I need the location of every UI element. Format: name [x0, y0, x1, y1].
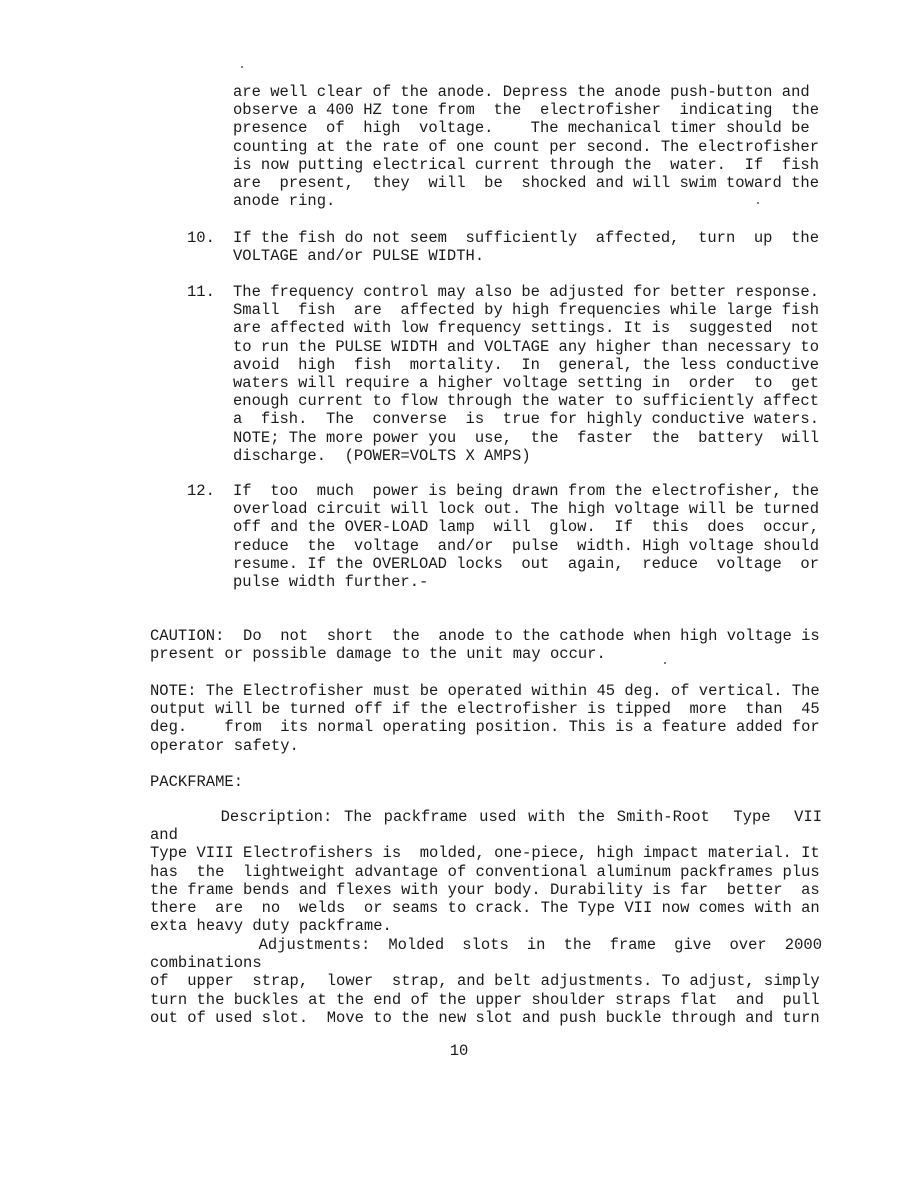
- scan-speck: [241, 66, 243, 68]
- page-number: 10: [449, 1042, 469, 1060]
- list-item-number: 12.: [187, 482, 215, 500]
- list-item-text: If the fish do not seem sufficiently affected, turn up the VOLTAGE and/or PULSE WIDTH.: [233, 229, 819, 266]
- scan-speck: [757, 202, 759, 204]
- section-heading: PACKFRAME:: [150, 773, 244, 791]
- description-paragraph: Description: The packframe used with the Smith-Root Type VII and Type VIII Electrofishers is molded, one-piece, high impact material. It has the lightweight advantage of conventional aluminum packframes plus the frame bends and flexes with your body. Durability is far better as there are no welds or seams to crack. The Type VII now comes with an exta heavy duty packframe.: [150, 808, 822, 936]
- list-item-number: 11.: [187, 283, 215, 301]
- note-paragraph: NOTE: The Electrofisher must be operated within 45 deg. of vertical. The output will be turned off if the electrofisher is tipped more than 45 deg. from its normal operating position. This is a feature added for operator safety.: [150, 682, 820, 755]
- scan-speck: [664, 662, 666, 664]
- continuation-paragraph: are well clear of the anode. Depress the anode push-button and observe a 400 HZ tone from the electrofisher indicating the presence of high voltage. The mechanical timer should be counting at the rate of one count per second. The electrofisher is now putting electrical current through the water. If fish are present, they will be shocked and will swim toward the anode ring.: [233, 83, 819, 211]
- caution-paragraph: CAUTION: Do not short the anode to the cathode when high voltage is present or possible damage to the unit may occur.: [150, 627, 820, 664]
- adjustments-paragraph: Adjustments: Molded slots in the frame give over 2000 combinations of upper strap, lower strap, and belt adjustments. To adjust, simply turn the buckles at the end of the upper shoulder straps flat and pull out of used slot. Move to the new slot and push buckle through and turn: [150, 936, 823, 1027]
- list-item-text: The frequency control may also be adjusted for better response. Small fish are affected by high frequencies while large fish are affected with low frequency settings. It is suggested not to run the PULSE WIDTH and VOLTAGE any higher than necessary to avoid high fish mortality. In general, the less conductive waters will require a higher voltage setting in order to get enough current to flow through the water to sufficiently affect a fish. The converse is true for highly conductive waters. NOTE; The more power you use, the faster the battery will discharge. (POWER=VOLTS X AMPS): [233, 283, 819, 465]
- list-item-number: 10.: [187, 229, 215, 247]
- list-item-text: If too much power is being drawn from the electrofisher, the overload circuit will lock out. The high voltage will be turned off and the OVER-LOAD lamp will glow. If this does occur, reduce the voltage and/or pulse width. High voltage should resume. If the OVERLOAD locks out again, reduce voltage or pulse width further.-: [233, 482, 819, 592]
